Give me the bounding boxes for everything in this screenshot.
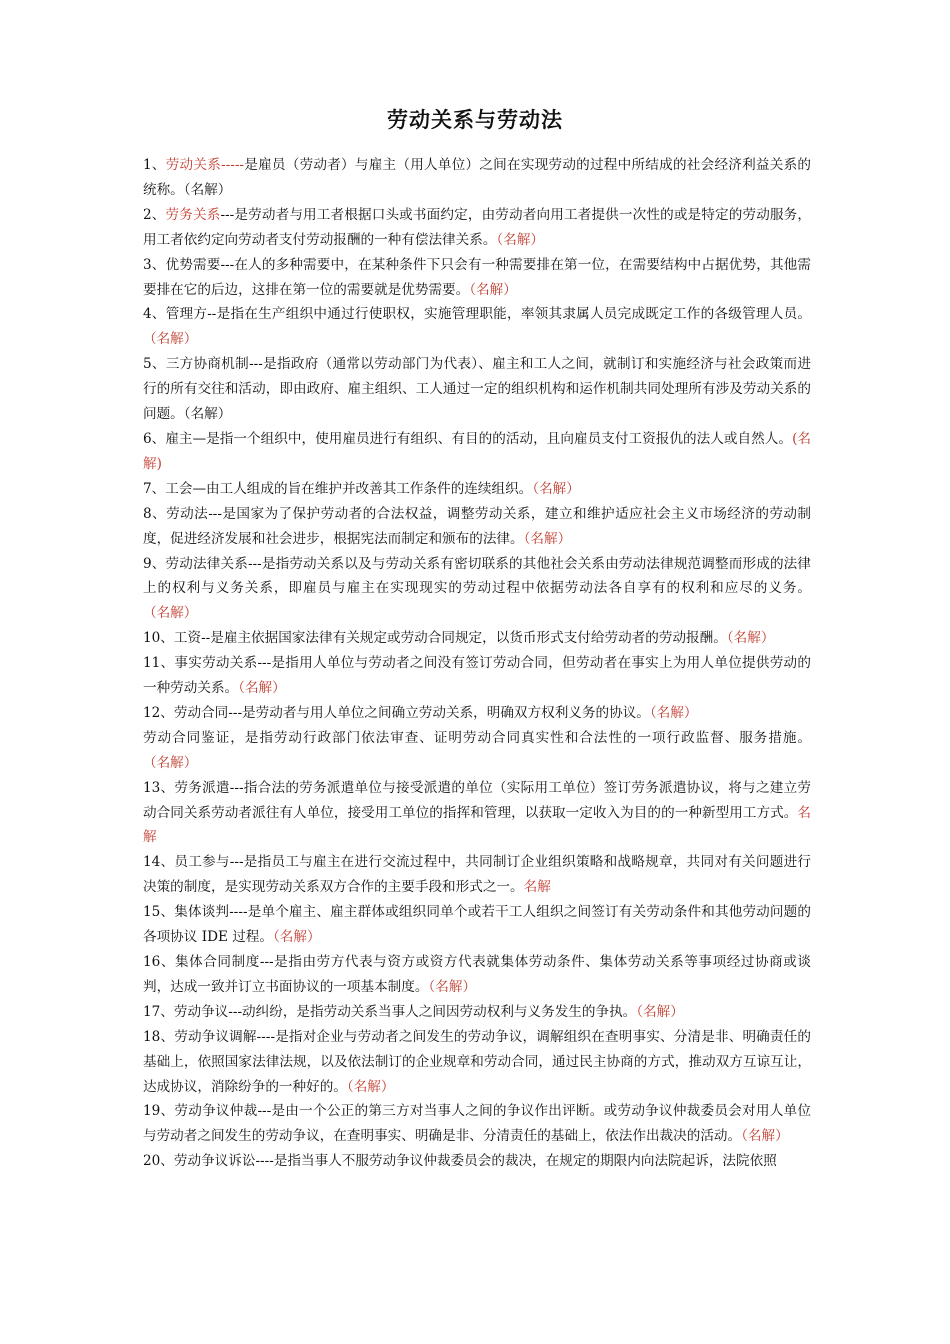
entry-term: 工会 [165, 480, 193, 497]
entry-number: 3、 [143, 256, 166, 273]
entry-note: （名解） [726, 630, 775, 647]
entry-note: （名解） [183, 181, 232, 198]
entry-note: （名解） [143, 605, 198, 622]
definition-entry [143, 900, 811, 950]
entry-term: 劳动法律关系 [165, 555, 248, 572]
entry-number: 18、 [143, 1028, 175, 1045]
entry-number: 10、 [143, 630, 174, 647]
definition-entry [143, 352, 811, 427]
entry-number: 13、 [143, 779, 175, 796]
definition-entry [143, 701, 811, 726]
entry-note: （名解） [532, 480, 580, 497]
entry-number: 5、 [143, 356, 166, 373]
entry-definition: ---是指由劳方代表与资方或资方代表就集体劳动条件、集体劳动关系等事项经过协商或谈判，达成一致并订立书面协议的一项基本制度。 [143, 954, 812, 995]
entry-note: （名解） [523, 530, 572, 547]
definition-entry [143, 850, 811, 900]
entry-note: （名解） [143, 754, 198, 771]
entry-number: 1、 [143, 157, 166, 173]
entry-definition: ---指合法的劳务派遣单位与接受派遣的单位（实际用工单位）签订劳务派遣协议，将与之建立劳动合同关系劳动者派往有人单位，接受用工单位的指挥和管理，以获取一定收入为目的的一种新型用工方式。 [143, 779, 811, 821]
entry-term: 雇主 [165, 430, 193, 447]
entry-definition: —由工人组成的旨在维护并改善其工作条件的连续组织。 [192, 480, 533, 497]
definition-entry [143, 203, 811, 253]
definition-entry [143, 651, 811, 701]
definition-entry [143, 302, 811, 352]
entry-note: （名解） [238, 680, 286, 697]
entry-term: 集体谈判 [174, 904, 230, 921]
definitions-list [143, 153, 811, 1174]
entry-number: 12、 [143, 704, 174, 721]
definition-entry [143, 1000, 811, 1025]
entry-note: （名解） [741, 1128, 789, 1145]
entry-number: 2、 [143, 206, 166, 223]
entry-definition: ----是指当事人不服劳动争议仲裁委员会的裁决，在规定的期限内向法院起诉，法院依照 [255, 1153, 777, 1170]
definition-entry [143, 726, 811, 776]
entry-term: 集体合同制度 [175, 954, 260, 970]
entry-number: 15、 [143, 904, 175, 921]
definition-entry [143, 1099, 811, 1149]
definition-entry [143, 950, 811, 1000]
entry-note: （名解） [649, 704, 698, 721]
entry-definition: ---是指用人单位与劳动者之间没有签订劳动合同，但劳动者在事实上为用人单位提供劳动的一种劳动关系。 [143, 655, 811, 697]
entry-term: 事实劳动关系 [174, 655, 258, 672]
entry-definition: 劳动合同鉴证，是指劳动行政部门依法审查、证明劳动合同真实性和合法性的一项行政监督、服务措施。 [143, 729, 811, 746]
entry-term: 优势需要 [165, 256, 221, 273]
entry-note: （名解） [636, 1003, 684, 1020]
entry-number: 8、 [143, 505, 167, 522]
entry-note: 名解 [143, 804, 811, 846]
entry-term: 三方协商机制 [165, 356, 250, 373]
page-title: 劳动关系与劳动法 [387, 107, 563, 132]
entry-definition: ----是单个雇主、雇主群体或组织同单个或若干工人组织之间签订有关劳动条件和其他劳动问题的各项协议 IDE 过程。 [143, 904, 812, 946]
entry-term: 劳动争议调解 [174, 1028, 257, 1045]
entry-term: 劳动合同 [173, 704, 229, 721]
definition-entry [143, 1149, 811, 1174]
entry-note: (名解) [143, 430, 811, 472]
definition-entry [143, 427, 811, 477]
entry-definition: 是雇员（劳动者）与雇主（用人单位）之间在实现劳动的过程中所结成的社会经济利益关系的统称。 [143, 157, 812, 198]
entry-note: （名解） [469, 281, 517, 298]
entry-term: 劳务关系 [165, 206, 221, 223]
entry-definition: ---是指政府（通常以劳动部门为代表）、雇主和工人之间，就制订和实施经济与社会政策而进行的所有交往和活动，即由政府、雇主组织、工人通过一定的组织机构和运作机制共同处理所有涉及劳动关系的问题。 [143, 356, 811, 423]
entry-term: 劳动争议 [173, 1003, 229, 1020]
entry-term: 员工参与 [174, 854, 230, 871]
definition-entry [143, 552, 811, 627]
entry-number: 16、 [143, 954, 175, 970]
entry-definition: ---是指员工与雇主在进行交流过程中，共同制订企业组织策略和战略规章，共同对有关问题进行决策的制度，是实现劳动关系双方合作的主要手段和形式之一。 [143, 854, 811, 896]
entry-definition: —是指一个组织中，使用雇员进行有组织、有目的的活动，且向雇员支付工资报仇的法人或自然人。 [192, 430, 793, 447]
entry-note: （名解） [496, 231, 545, 248]
entry-number: 7、 [143, 480, 166, 497]
entry-definition: ---是劳动者与用人单位之间确立劳动关系，明确双方权利义务的协议。 [228, 704, 650, 721]
entry-number: 11、 [143, 655, 175, 672]
definition-entry [143, 153, 811, 203]
entry-definition: ----是指对企业与劳动者之间发生的劳动争议，调解组织在查明事实、分清是非、明确责任的基础上，依照国家法律法规，以及依法制订的企业规章和劳动合同，通过民主协商的方式，推动双方互谅互让，达成协议，消除纷争的一种好的。 [143, 1028, 812, 1095]
entry-number: 20、 [143, 1153, 174, 1170]
entry-number: 4、 [143, 306, 166, 323]
entry-number: 6、 [143, 430, 166, 447]
entry-term: 劳动关系----- [165, 157, 245, 173]
entry-note: （名解） [273, 929, 321, 946]
entry-definition: ---在人的多种需要中，在某种条件下只会有一种需要排在第一位，在需要结构中占据优势，其他需要排在它的后边，这排在第一位的需要就是优势需要。 [143, 256, 812, 298]
entry-definition: ---动纠纷，是指劳动关系当事人之间因劳动权利与义务发生的争执。 [228, 1003, 637, 1020]
entry-number: 9、 [143, 555, 166, 572]
entry-number: 17、 [143, 1003, 174, 1020]
entry-number: 19、 [143, 1103, 175, 1120]
entry-term: 工资 [173, 630, 202, 647]
definition-entry [143, 477, 811, 502]
entry-note: 名解 [523, 879, 551, 896]
definition-entry [143, 253, 811, 303]
entry-definition: ---是指劳动关系以及与劳动关系有密切联系的其他社会关系由劳动法律规范调整而形成的法律上的权利与义务关系，即雇员与雇主在实现现实的劳动过程中依据劳动法各自享有的权利和应尽的义务。 [143, 555, 812, 597]
entry-definition: --是雇主依据国家法律有关规定或劳动合同规定，以货币形式支付给劳动者的劳动报酬。 [201, 630, 727, 647]
entry-term: 劳动争议仲裁 [174, 1103, 258, 1120]
definition-entry [143, 502, 811, 552]
entry-term: 管理方 [165, 306, 208, 323]
entry-note: （名解） [346, 1078, 395, 1095]
entry-note: （名解） [183, 406, 232, 423]
definition-entry [143, 776, 811, 851]
entry-definition: --是指在生产组织中通过行使职权，实施管理职能，率领其隶属人员完成既定工作的各级管理人员。 [207, 306, 811, 323]
entry-number: 14、 [143, 854, 175, 871]
entry-term: 劳动法 [166, 505, 209, 522]
definition-entry [143, 626, 811, 651]
entry-note: （名解） [428, 978, 477, 995]
entry-term: 劳动争议诉讼 [173, 1153, 256, 1170]
entry-definition: ---是国家为了保护劳动者的合法权益，调整劳动关系，建立和维护适应社会主义市场经济的劳动制度，促进经济发展和社会进步，根据宪法而制定和颁布的法律。 [143, 505, 811, 547]
entry-term: 劳务派遣 [174, 779, 230, 796]
definition-entry [143, 1025, 811, 1100]
entry-definition: ---是由一个公正的第三方对当事人之间的争议作出评断。或劳动争议仲裁委员会对用人单位与劳动者之间发生的劳动争议，在查明事实、明确是非、分清责任的基础上，依法作出裁决的活动。 [143, 1103, 811, 1145]
entry-definition: ---是劳动者与用工者根据口头或书面约定，由劳动者向用工者提供一次性的或是特定的劳动服务，用工者依约定向劳动者支付劳动报酬的一种有偿法律关系。 [143, 206, 812, 248]
entry-note: （名解） [143, 331, 198, 348]
